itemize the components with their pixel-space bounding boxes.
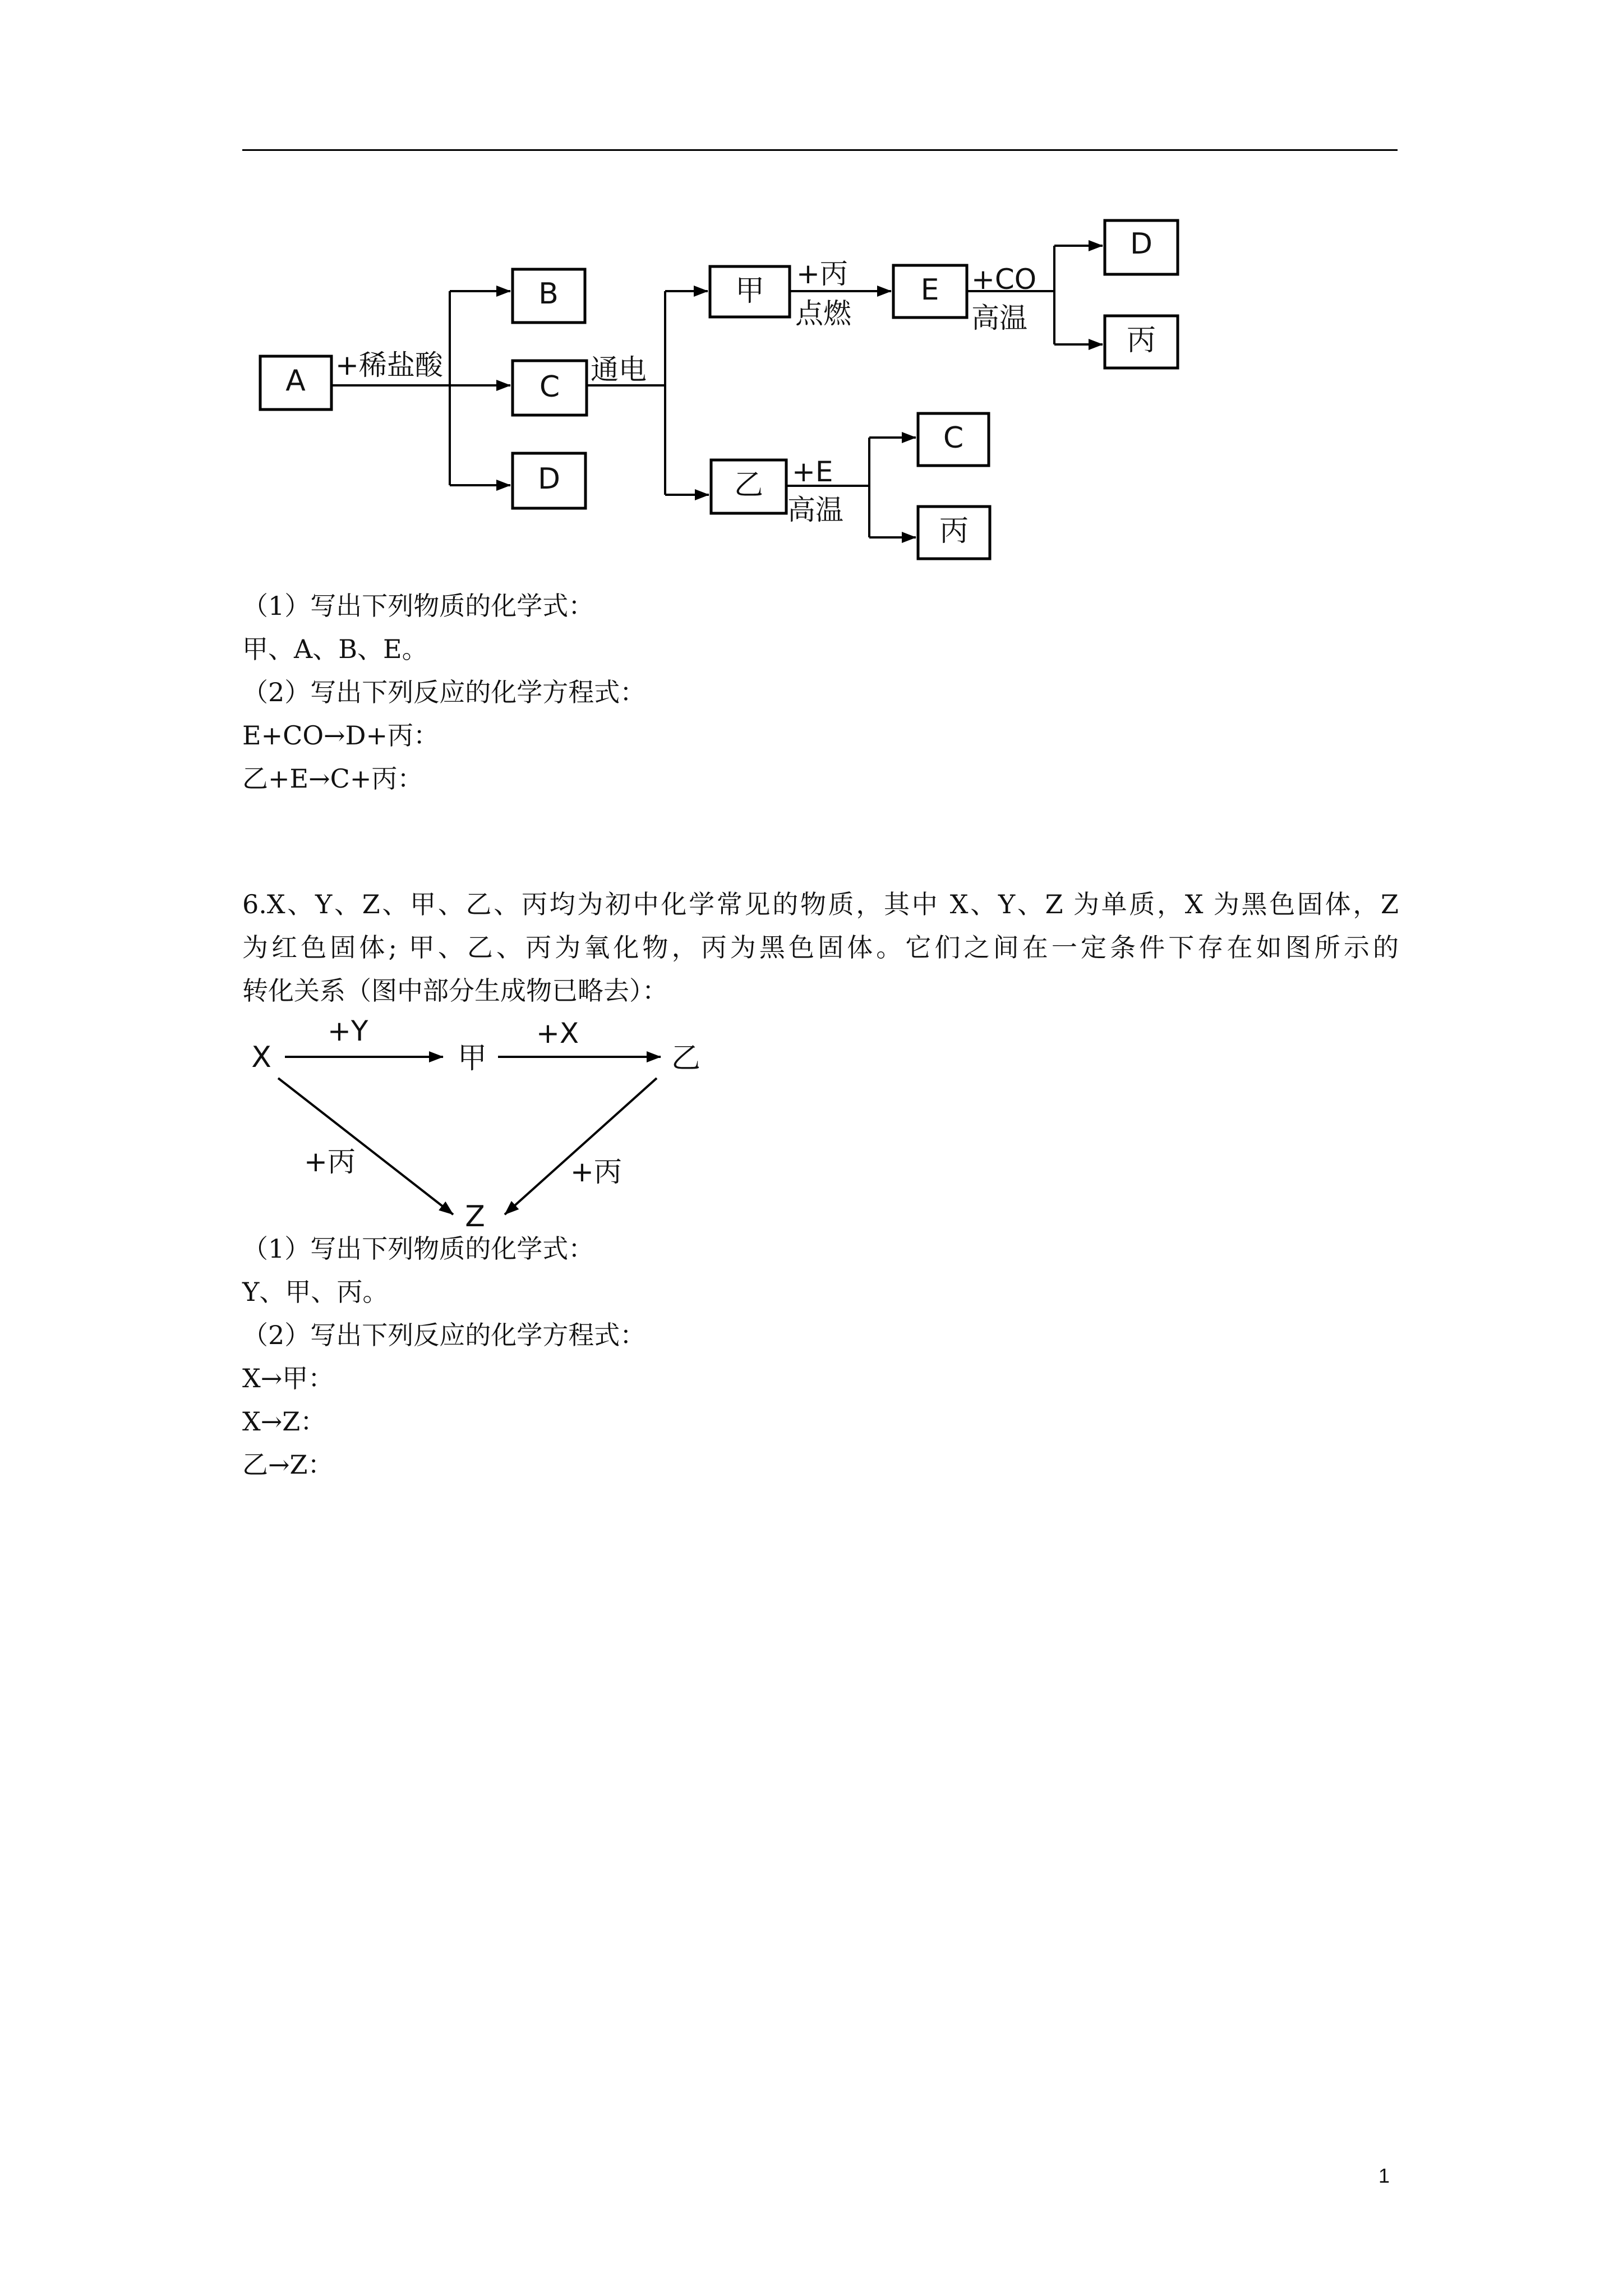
- q6-paragraph-line: 为红色固体; 甲、乙、丙为氧化物，丙为黑色固体。它们之间在一定条件下存在如图所示的: [242, 932, 1399, 963]
- reagent-label-bing: +丙: [304, 1145, 356, 1178]
- reagent-label-e: +E: [792, 455, 833, 488]
- reagent-label-bing: +丙: [570, 1156, 622, 1188]
- q5-sub1-title: （1）写出下列物质的化学式：: [242, 591, 594, 621]
- reagent-label-x: +X: [536, 1017, 579, 1050]
- reagent-label-bing: +丙: [796, 257, 848, 290]
- node-label: D: [537, 462, 561, 496]
- condition-label-high-temp: 高温: [787, 494, 843, 526]
- node-label: 丙: [939, 514, 969, 548]
- q5-equation-2: 乙+E→C+丙：: [242, 763, 423, 794]
- node-label: B: [538, 277, 559, 311]
- q6-sub1-items: Y、甲、丙。: [242, 1277, 389, 1307]
- q5-sub2-title: （2）写出下列反应的化学方程式：: [242, 677, 646, 707]
- node-label: 乙: [734, 468, 764, 502]
- node-Z: Z: [465, 1200, 485, 1234]
- q5-equation-1: E+CO→D+丙：: [242, 720, 439, 751]
- condition-label-ignite: 点燃: [795, 297, 851, 330]
- q6-sub1-title: （1）写出下列物质的化学式：: [242, 1234, 594, 1264]
- node-jia: 甲: [457, 1042, 487, 1075]
- reagent-label-y: +Y: [328, 1015, 368, 1047]
- node-label: A: [285, 364, 306, 398]
- reagent-label-co: +CO: [971, 263, 1037, 296]
- condition-label-electrolysis: 通电: [591, 353, 647, 386]
- reagent-label-hcl: +稀盐酸: [335, 349, 443, 381]
- node-label: D: [1129, 227, 1153, 261]
- node-label: 甲: [735, 274, 765, 308]
- arrow-yi-to-z: [505, 1078, 657, 1214]
- node-X: X: [251, 1041, 271, 1074]
- page-number: 1: [1378, 2164, 1390, 2187]
- node-yi: 乙: [671, 1042, 701, 1075]
- q6-equation-1: X→甲：: [242, 1363, 334, 1393]
- node-label: E: [920, 273, 939, 307]
- node-label: C: [943, 421, 964, 455]
- q6-paragraph-line: 转化关系（图中部分生成物已略去）：: [242, 976, 668, 1006]
- node-label: 丙: [1126, 324, 1156, 357]
- node-label: C: [539, 370, 560, 404]
- q6-sub2-title: （2）写出下列反应的化学方程式：: [242, 1320, 646, 1350]
- q6-equation-2: X→Z：: [242, 1406, 326, 1437]
- q6-equation-3: 乙→Z：: [242, 1450, 334, 1480]
- condition-label-high-temp: 高温: [971, 302, 1027, 334]
- q6-paragraph-line: 6.X、Y、Z、甲、乙、丙均为初中化学常见的物质，其中 X、Y、Z 为单质，X 为黑色固体，Z: [242, 889, 1399, 919]
- q5-sub1-items: 甲、A、B、E。: [242, 634, 428, 664]
